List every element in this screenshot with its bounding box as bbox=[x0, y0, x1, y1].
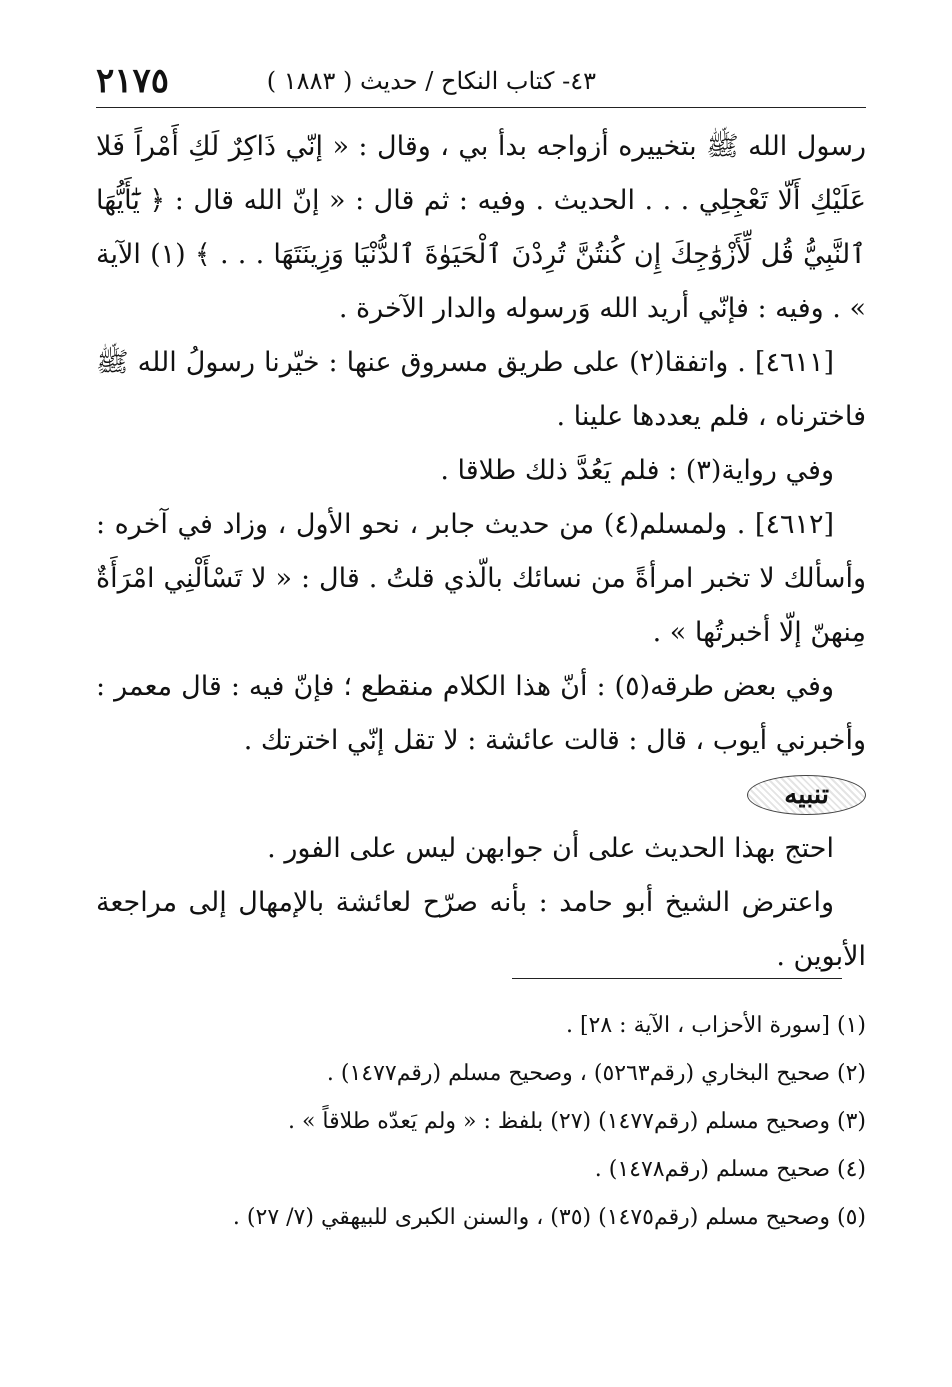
main-text bbox=[96, 120, 866, 984]
paragraph-3: وفي رواية(٣) : فلم يَعُدَّ ذلك طلاقا . bbox=[440, 455, 834, 486]
footnotes bbox=[96, 1002, 866, 1242]
footnote-3: (٣) وصحيح مسلم (رقم١٤٧٧) (٢٧) بلفظ : « ولم يَعدّه طلاقاً » . bbox=[287, 1109, 866, 1134]
footnote-rule bbox=[512, 978, 842, 979]
footnote-2: (٢) صحيح البخاري (رقم٥٢٦٣) ، وصحيح مسلم (رقم١٤٧٧) . bbox=[326, 1061, 866, 1086]
paragraph-1: رسول الله ﷺ بتخييره أزواجه بدأ بي ، وقال : « إنّي ذَاكِرٌ لَكِ أَمْراً فَلا عَلَيْكِ أَلّا تَعْجِلِي . . . الحديث . وفيه : ثم قال : « إنّ الله قال : ﴿ يَٰٓأَيُّهَا ٱلنَّبِيُّ قُل لِّأَزْوَٰجِكَ إِن كُنتُنَّ تُرِدْنَ ٱلْحَيَوٰةَ ٱلدُّنْيَا وَزِينَتَهَا . . . ﴾ (١) الآية » . وفيه : فإنّي أريد الله وَرسوله والدار الآخرة . bbox=[96, 131, 866, 324]
header-rule bbox=[96, 107, 866, 108]
page-header bbox=[96, 58, 866, 104]
footnote-5: (٥) وصحيح مسلم (رقم١٤٧٥) (٣٥) ، والسنن الكبرى للبيهقي (٧/ ٢٧) . bbox=[232, 1205, 866, 1230]
paragraph-7: واعترض الشيخ أبو حامد : بأنه صرّح لعائشة بالإمهال إلى مراجعة الأبوين . bbox=[96, 887, 866, 972]
paragraph-6: احتج بهذا الحديث على أن جوابهن ليس على الفور . bbox=[267, 833, 834, 864]
footnote-1: (١) [سورة الأحزاب ، الآية : ٢٨] . bbox=[565, 1013, 866, 1038]
running-title: ٤٣- كتاب النكاح / حديث ( ١٨٨٣ ) bbox=[266, 67, 596, 95]
notice-heading: تنبيه bbox=[747, 775, 866, 815]
paragraph-2: [٤٦١١] . واتفقا(٢) على طريق مسروق عنها : خيّرنا رسولُ الله ﷺ فاخترناه ، فلم يعددها علينا . bbox=[96, 347, 866, 432]
notice-heading-wrap bbox=[96, 768, 866, 822]
paragraph-5: وفي بعض طرقه(٥) : أنّ هذا الكلام منقطع ؛ فإنّ فيه : قال معمر : وأخبرني أيوب ، قال : قالت عائشة : لا تقل إنّي اخترتك . bbox=[96, 671, 866, 756]
paragraph-4: [٤٦١٢] . ولمسلم(٤) من حديث جابر ، نحو الأول ، وزاد في آخره : وأسألك لا تخبر امرأةً من نسائك بالّذي قلتُ . قال : « لا تَسْأَلْنِي امْرَأَةٌ مِنهنّ إلّا أخبرتُها » . bbox=[96, 509, 866, 648]
page-number: ٢١٧٥ bbox=[96, 61, 170, 101]
footnote-4: (٤) صحيح مسلم (رقم١٤٧٨) . bbox=[594, 1157, 866, 1182]
